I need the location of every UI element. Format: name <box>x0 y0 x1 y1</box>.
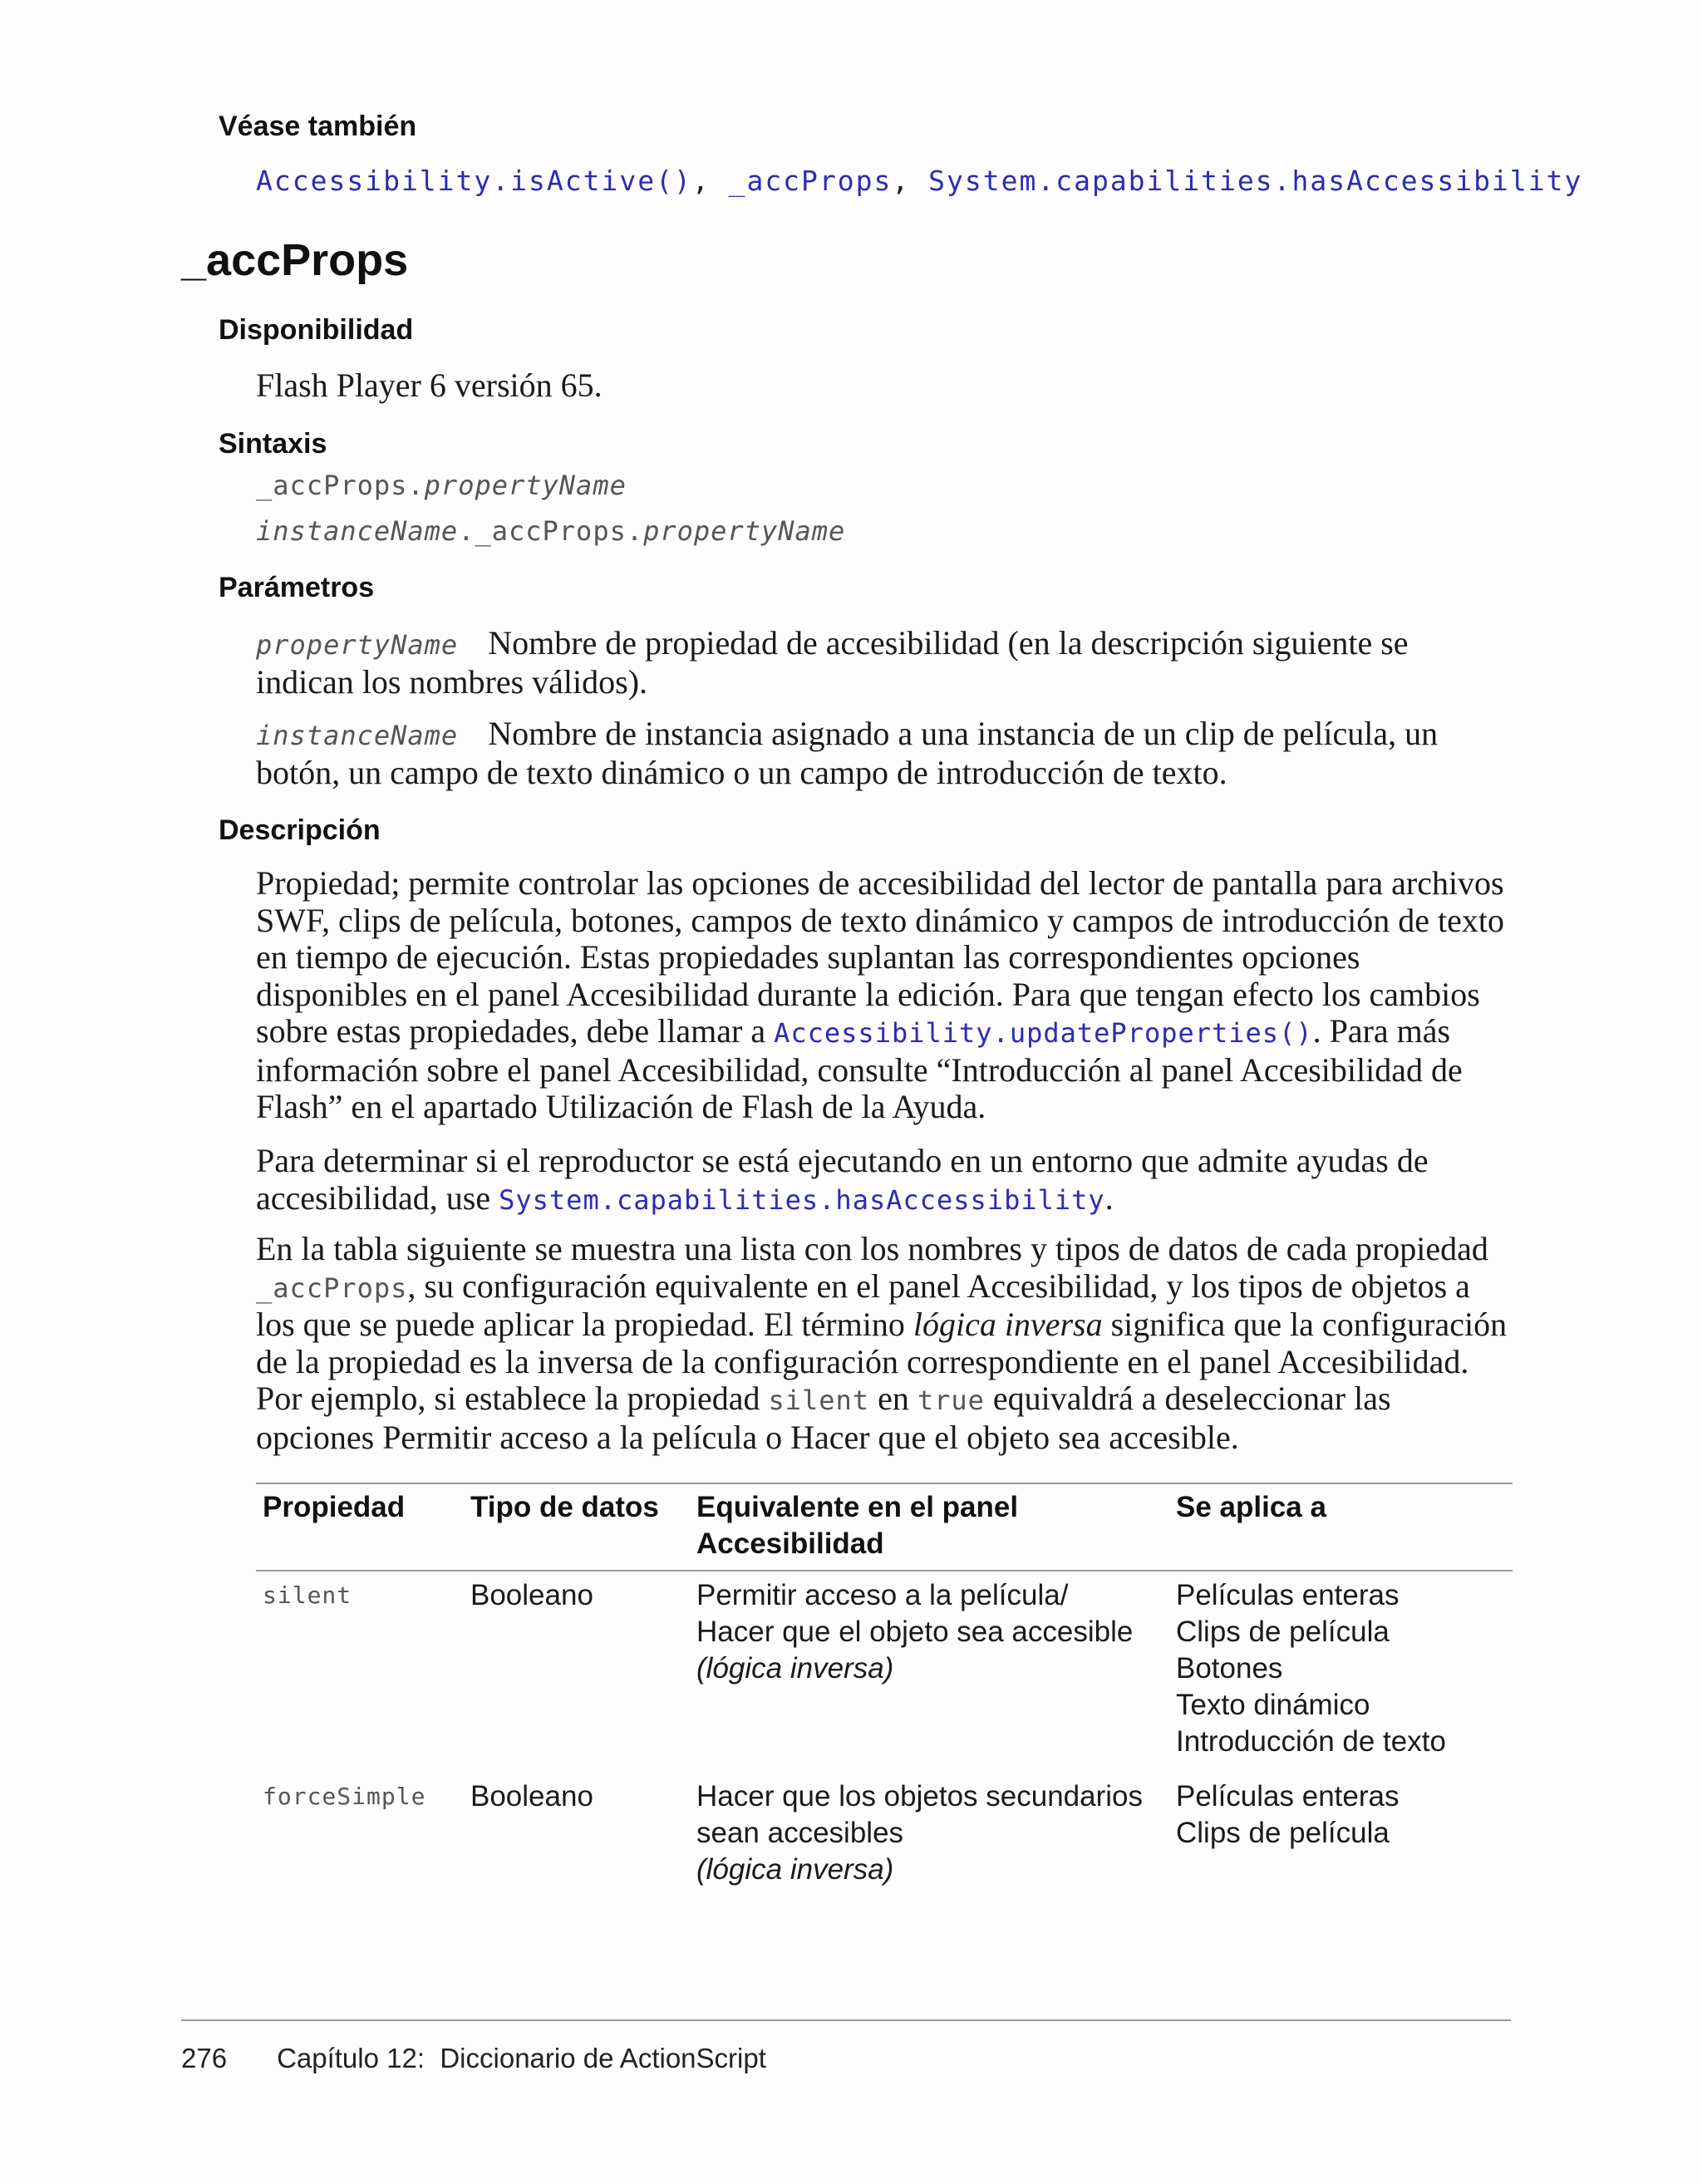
syntax-line-2 <box>256 515 845 547</box>
table-cell-property: silent <box>263 1581 352 1609</box>
parameter-name: instanceName <box>256 720 459 751</box>
parameters-heading: Parámetros <box>219 572 375 603</box>
page-title: _accProps <box>181 235 409 285</box>
equiv-line: Permitir acceso a la película/ <box>696 1579 1069 1611</box>
equiv-line: Hacer que los objetos secundarios <box>696 1780 1143 1813</box>
syntax-heading: Sintaxis <box>219 428 327 460</box>
inline-code: silent <box>768 1385 870 1416</box>
page-footer <box>181 2043 766 2074</box>
link-accprops[interactable]: _accProps <box>728 165 893 197</box>
chapter-title: Capítulo 12: Diccionario de ActionScript <box>277 2043 766 2073</box>
applies-item: Películas enteras <box>1176 1780 1399 1813</box>
applies-item: Clips de película <box>1176 1817 1390 1849</box>
text: , su configuración equivalente en el panel Accesibilidad, y los tipos de objetos a los que se puede aplicar la propiedad. El término <box>256 1267 1470 1343</box>
equiv-line-with-note <box>696 1815 1143 1888</box>
table-header-applies: Se aplica a <box>1176 1491 1326 1523</box>
text: Propiedad; permite controlar las opciones de accesibilidad del lector de pantalla para archivos SWF, clips de película, botones, campos de texto dinámico y campos de introducción de texto en tiempo de ejecución. Estas propiedades suplantan las correspondientes opciones disponibles en el panel Accesibilidad durante la edición. Para que tengan efecto los cambios sobre estas propiedades, debe llamar a <box>256 864 1504 1050</box>
syntax-token: _accProps. <box>256 470 425 501</box>
applies-item: Introducción de texto <box>1176 1725 1446 1758</box>
text: significa que la configuración de la propiedad es la inversa de la configuración correspondiente en el panel Accesibilidad. Por ejemplo, si establece la propiedad <box>256 1306 1508 1417</box>
see-also-heading: Véase también <box>219 111 417 142</box>
parameter-description: Nombre de instancia asignado a una instancia de un clip de película, un botón, un campo de texto dinámico o un campo de introducción de texto. <box>256 715 1439 791</box>
syntax-placeholder: instanceName <box>256 515 459 547</box>
description-heading: Descripción <box>219 814 381 846</box>
table-header-equivalent: Equivalente en el panel Accesibilidad <box>696 1491 1019 1560</box>
link-has-accessibility[interactable]: System.capabilities.hasAccessibility <box>499 1183 1105 1216</box>
inline-code: _accProps <box>256 1272 408 1304</box>
syntax-token: ._accProps. <box>458 515 644 547</box>
table-cell-equivalent <box>696 1778 1143 1888</box>
separator: , <box>892 165 929 197</box>
description-paragraph-1 <box>256 865 1511 1126</box>
description-paragraph-2 <box>256 1143 1511 1218</box>
applies-item: Películas enteras <box>1176 1579 1399 1611</box>
text: . Para más información sobre el panel Accesibilidad, consulte “Introducción al panel Accesibilidad de Flash” en el apartado Utilización de Flash de la Ayuda. <box>256 1012 1463 1125</box>
availability-text: Flash Player 6 versión 65. <box>256 366 603 404</box>
description-paragraph-3 <box>256 1231 1511 1456</box>
link-accessibility-isactive[interactable]: Accessibility.isActive() <box>256 165 692 197</box>
equiv-note: (lógica inversa) <box>696 1853 894 1886</box>
applies-item: Botones <box>1176 1652 1283 1685</box>
equiv-note: (lógica inversa) <box>696 1652 894 1685</box>
text: . <box>1104 1178 1114 1217</box>
table-top-rule <box>256 1483 1513 1484</box>
equiv-text: sean accesibles <box>696 1817 904 1849</box>
text: en <box>869 1380 917 1417</box>
availability-heading: Disponibilidad <box>219 314 414 346</box>
applies-item: Texto dinámico <box>1176 1689 1370 1721</box>
inline-code: true <box>917 1385 985 1416</box>
table-header-rule <box>256 1570 1513 1572</box>
parameter-item <box>256 625 1511 701</box>
table-cell-type: Booleano <box>470 1780 593 1813</box>
parameter-name: propertyName <box>256 629 459 661</box>
text: En la tabla siguiente se muestra una lista con los nombres y tipos de datos de cada propiedad <box>256 1230 1488 1267</box>
page-number: 276 <box>181 2043 228 2073</box>
table-cell-applies <box>1176 1778 1399 1852</box>
emphasis: lógica inversa <box>912 1306 1103 1343</box>
footer-rule <box>181 2019 1511 2021</box>
applies-item: Clips de película <box>1176 1616 1390 1648</box>
table-header-type: Tipo de datos <box>470 1491 659 1523</box>
syntax-line-1 <box>256 470 627 501</box>
table-cell-applies <box>1176 1577 1446 1760</box>
table-cell-property: forceSimple <box>263 1783 426 1810</box>
equiv-line: Hacer que el objeto sea accesible <box>696 1616 1134 1648</box>
syntax-placeholder: propertyName <box>424 470 627 501</box>
link-has-accessibility[interactable]: System.capabilities.hasAccessibility <box>928 165 1583 197</box>
see-also-links <box>256 165 1582 197</box>
syntax-placeholder: propertyName <box>643 515 846 547</box>
table-cell-equivalent <box>696 1577 1133 1687</box>
text: Para determinar si el reproductor se está ejecutando en un entorno que admite ayudas de accesibilidad, use <box>256 1142 1429 1217</box>
parameter-item <box>256 716 1511 791</box>
parameter-description: Nombre de propiedad de accesibilidad (en la descripción siguiente se indican los nombres válidos). <box>256 624 1409 701</box>
table-header-property: Propiedad <box>263 1491 406 1523</box>
text: equivaldrá a deseleccionar las opciones Permitir acceso a la película o Hacer que el objeto sea accesible. <box>256 1380 1391 1456</box>
separator: , <box>691 165 729 197</box>
link-update-properties[interactable]: Accessibility.updateProperties() <box>774 1017 1313 1049</box>
table-cell-type: Booleano <box>470 1579 593 1611</box>
